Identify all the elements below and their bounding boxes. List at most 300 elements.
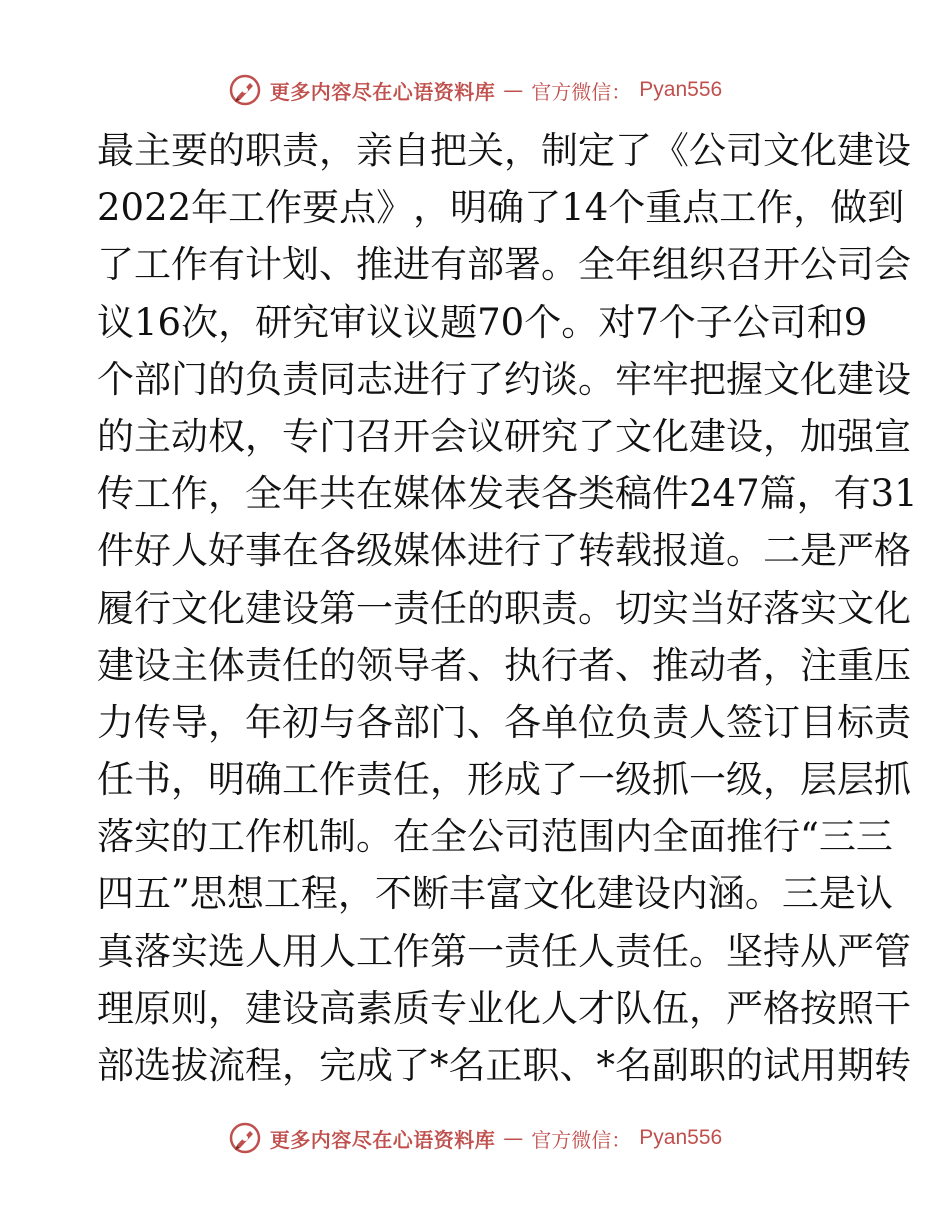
body-glyph: 任 xyxy=(97,758,134,802)
body-glyph: 第 xyxy=(430,929,467,973)
body-glyph: 伍 xyxy=(652,986,689,1030)
body-glyph: 14 xyxy=(561,186,609,230)
body-glyph: 高 xyxy=(319,986,356,1030)
body-glyph: 表 xyxy=(504,472,541,516)
body-glyph: 了 xyxy=(578,414,615,458)
body-glyph: 从 xyxy=(800,929,837,973)
body-glyph: 在 xyxy=(356,472,393,516)
body-glyph: 文 xyxy=(615,414,652,458)
body-glyph: 确 xyxy=(487,186,525,230)
body-glyph: 重 xyxy=(645,186,683,230)
watermark-wechat-id: Pyan556 xyxy=(639,78,723,101)
body-glyph: 行 xyxy=(430,357,467,401)
body-glyph: 履 xyxy=(97,586,134,630)
body-glyph: 16 xyxy=(134,300,182,344)
body-glyph: 最 xyxy=(97,129,134,172)
body-glyph: 建 xyxy=(837,129,874,172)
body-glyph: 。 xyxy=(689,929,726,973)
body-glyph: 了 xyxy=(97,243,134,287)
body-glyph: 作 xyxy=(756,186,794,230)
body-glyph: 当 xyxy=(689,586,726,630)
body-glyph: 负 xyxy=(615,700,652,744)
body-glyph: 三 xyxy=(855,815,893,859)
body-glyph: 工 xyxy=(134,472,171,516)
body-glyph: 进 xyxy=(467,529,504,573)
body-glyph: 有 xyxy=(208,243,245,287)
body-glyph: 内 xyxy=(670,872,708,916)
body-glyph: 个 xyxy=(658,300,696,344)
body-glyph: 全 xyxy=(652,815,689,859)
body-glyph: 推 xyxy=(652,643,689,687)
body-glyph: 内 xyxy=(615,815,652,859)
body-glyph: 成 xyxy=(356,1044,393,1087)
body-glyph: 点 xyxy=(682,186,720,230)
body-line xyxy=(97,236,911,293)
body-glyph: 格 xyxy=(763,986,800,1030)
body-glyph: 召 xyxy=(356,414,393,458)
body-glyph: ， xyxy=(245,414,282,458)
body-glyph: 目 xyxy=(800,700,837,744)
body-glyph: 工 xyxy=(208,815,245,859)
body-glyph: ， xyxy=(218,300,256,344)
watermark-separator: — xyxy=(503,78,524,102)
body-glyph: 完 xyxy=(319,1044,356,1087)
body-glyph: 落 xyxy=(134,929,171,973)
body-glyph: 公 xyxy=(467,815,504,859)
body-glyph: 报 xyxy=(652,529,689,573)
body-line xyxy=(97,465,918,522)
body-glyph: 、 xyxy=(467,700,504,744)
body-glyph: 建 xyxy=(596,872,634,916)
body-glyph: 作 xyxy=(171,472,208,516)
body-glyph: ， xyxy=(319,129,356,172)
body-glyph: 设 xyxy=(633,872,671,916)
body-glyph: 对 xyxy=(598,300,636,344)
body-glyph: ， xyxy=(763,643,800,687)
body-glyph: 试 xyxy=(763,1044,800,1087)
body-glyph: 建 xyxy=(689,414,726,458)
body-glyph: 全 xyxy=(430,815,467,859)
body-glyph: 共 xyxy=(319,472,356,516)
body-glyph: 体 xyxy=(430,472,467,516)
body-line xyxy=(97,1037,911,1094)
body-line xyxy=(97,694,911,751)
body-glyph: 责 xyxy=(541,586,578,630)
body-glyph: 推 xyxy=(726,815,763,859)
body-glyph: 重 xyxy=(837,643,874,687)
body-glyph: 格 xyxy=(874,529,911,573)
body-glyph: 。 xyxy=(578,357,615,401)
body-glyph: 关 xyxy=(467,129,504,172)
body-glyph: 作 xyxy=(265,186,303,230)
body-glyph: 议 xyxy=(467,414,504,458)
body-glyph: 动 xyxy=(689,643,726,687)
body-glyph: 正 xyxy=(485,1044,523,1087)
body-glyph: 专 xyxy=(430,986,467,1030)
body-glyph: 断 xyxy=(411,872,449,916)
body-glyph: 究 xyxy=(292,300,330,344)
body-glyph: 《 xyxy=(652,129,689,172)
body-glyph: 设 xyxy=(874,357,911,401)
body-glyph: 署 xyxy=(504,243,541,287)
body-glyph: 化 xyxy=(559,872,597,916)
body-glyph: 全 xyxy=(245,472,282,516)
body-glyph: 司 xyxy=(726,129,763,172)
body-glyph: 人 xyxy=(541,986,578,1030)
body-glyph: 责 xyxy=(356,758,393,802)
body-glyph: 247 xyxy=(689,472,760,516)
body-glyph: 单 xyxy=(541,700,578,744)
body-glyph: ， xyxy=(763,414,800,458)
body-glyph: 人 xyxy=(245,929,282,973)
body-glyph: 想 xyxy=(226,872,264,916)
body-glyph: 三 xyxy=(818,815,856,859)
body-glyph: 各 xyxy=(541,472,578,516)
body-glyph: 者 xyxy=(578,643,615,687)
header-watermark xyxy=(0,70,950,110)
body-line xyxy=(97,351,911,408)
body-glyph: 涵 xyxy=(707,872,745,916)
body-glyph: 要 xyxy=(302,186,340,230)
body-glyph: 全 xyxy=(578,243,615,287)
body-glyph: 进 xyxy=(393,357,430,401)
body-glyph: 化 xyxy=(208,586,245,630)
body-glyph: 握 xyxy=(726,357,763,401)
body-glyph: * xyxy=(596,1044,615,1087)
body-glyph: 推 xyxy=(356,243,393,287)
body-glyph: 把 xyxy=(430,129,467,172)
body-glyph: 抓 xyxy=(652,758,689,802)
body-glyph: 、 xyxy=(467,643,504,687)
body-glyph: 司 xyxy=(769,300,807,344)
body-glyph: 持 xyxy=(763,929,800,973)
body-glyph: 题 xyxy=(440,300,478,344)
body-line xyxy=(97,637,911,694)
body-glyph: 行 xyxy=(504,529,541,573)
body-glyph: 。 xyxy=(561,300,599,344)
body-glyph: 责 xyxy=(282,129,319,172)
body-glyph: 层 xyxy=(800,758,837,802)
body-glyph: 坚 xyxy=(726,929,763,973)
body-glyph: ， xyxy=(171,758,208,802)
body-glyph: 作 xyxy=(171,243,208,287)
body-glyph: ， xyxy=(793,186,831,230)
body-glyph: 责 xyxy=(282,357,319,401)
body-glyph: 行 xyxy=(541,643,578,687)
body-glyph: 各 xyxy=(504,700,541,744)
body-glyph: 和 xyxy=(806,300,844,344)
body-glyph: 权 xyxy=(208,414,245,458)
body-glyph: 的 xyxy=(208,357,245,401)
body-glyph: 7 xyxy=(635,300,659,344)
body-glyph: 严 xyxy=(726,986,763,1030)
body-glyph: 切 xyxy=(615,586,652,630)
body-glyph: 》 xyxy=(376,186,414,230)
body-glyph: 究 xyxy=(541,414,578,458)
body-glyph: 个 xyxy=(524,300,562,344)
watermark-separator: — xyxy=(503,1126,524,1150)
body-glyph: 的 xyxy=(319,643,356,687)
body-glyph: 任 xyxy=(541,929,578,973)
body-glyph: 明 xyxy=(450,186,488,230)
body-glyph: 议 xyxy=(366,300,404,344)
body-glyph: 体 xyxy=(430,529,467,573)
body-glyph: 是 xyxy=(800,529,837,573)
body-glyph: * xyxy=(430,1044,449,1087)
body-glyph: 用 xyxy=(282,929,319,973)
body-glyph: 责 xyxy=(615,929,652,973)
body-glyph: 研 xyxy=(255,300,293,344)
body-glyph: 层 xyxy=(837,758,874,802)
body-glyph: 确 xyxy=(245,758,282,802)
body-glyph: 实 xyxy=(800,586,837,630)
body-glyph: 、 xyxy=(319,243,356,287)
body-glyph: 好 xyxy=(134,529,171,573)
body-glyph: 行 xyxy=(134,586,171,630)
body-glyph: 工 xyxy=(228,186,266,230)
body-glyph: 了 xyxy=(541,758,578,802)
body-line xyxy=(97,122,911,179)
body-glyph: 31 xyxy=(870,472,918,516)
body-glyph: 名 xyxy=(615,1044,652,1087)
body-glyph: 实 xyxy=(171,929,208,973)
body-glyph: 丰 xyxy=(448,872,486,916)
body-glyph: 、 xyxy=(615,643,652,687)
body-glyph: ， xyxy=(763,758,800,802)
body-glyph: 面 xyxy=(689,815,726,859)
body-glyph: 文 xyxy=(763,129,800,172)
body-glyph: 建 xyxy=(97,643,134,687)
body-glyph: 部 xyxy=(467,243,504,287)
body-glyph: 初 xyxy=(282,700,319,744)
body-glyph: 力 xyxy=(97,700,134,744)
body-glyph: 约 xyxy=(504,357,541,401)
body-glyph: 转 xyxy=(874,1044,911,1087)
watermark-main-text: 更多内容尽在心语资料库 xyxy=(269,79,496,104)
body-glyph: 文 xyxy=(171,586,208,630)
body-glyph: 有 xyxy=(833,472,871,516)
body-glyph: 研 xyxy=(504,414,541,458)
body-glyph: 级 xyxy=(726,758,763,802)
body-glyph: 级 xyxy=(615,758,652,802)
body-glyph: 开 xyxy=(393,414,430,458)
body-glyph: 要 xyxy=(171,129,208,172)
body-line xyxy=(97,408,911,465)
body-glyph: 建 xyxy=(245,586,282,630)
body-glyph: 者 xyxy=(726,643,763,687)
body-glyph: 职 xyxy=(504,586,541,630)
body-glyph: 了 xyxy=(615,129,652,172)
body-glyph: 开 xyxy=(763,243,800,287)
body-glyph: 注 xyxy=(800,643,837,687)
body-glyph: 人 xyxy=(578,929,615,973)
body-glyph: 文 xyxy=(522,872,560,916)
watermark-wechat-label: 官方微信： xyxy=(531,1127,632,1152)
body-glyph: 稿 xyxy=(615,472,652,516)
body-glyph: 机 xyxy=(282,815,319,859)
body-glyph: 职 xyxy=(689,1044,726,1087)
watermark-main-text: 更多内容尽在心语资料库 xyxy=(269,1127,496,1152)
body-glyph: 压 xyxy=(874,643,911,687)
body-glyph: 次 xyxy=(181,300,219,344)
body-glyph: 。 xyxy=(578,586,615,630)
body-glyph: 有 xyxy=(430,243,467,287)
body-glyph: ， xyxy=(413,186,451,230)
body-glyph: 作 xyxy=(393,929,430,973)
body-glyph: 自 xyxy=(393,129,430,172)
body-line xyxy=(97,179,905,236)
body-glyph: 主 xyxy=(134,414,171,458)
body-glyph: 人 xyxy=(171,529,208,573)
body-glyph: 做 xyxy=(830,186,868,230)
body-glyph: 的 xyxy=(208,129,245,172)
body-glyph: 作 xyxy=(319,758,356,802)
body-glyph: 责 xyxy=(874,700,911,744)
body-glyph: 标 xyxy=(837,700,874,744)
body-glyph: 按 xyxy=(800,986,837,1030)
body-glyph: 流 xyxy=(208,1044,245,1087)
body-glyph: 年 xyxy=(191,186,229,230)
body-glyph: 传 xyxy=(134,700,171,744)
body-glyph: 任 xyxy=(652,929,689,973)
body-glyph: 2022 xyxy=(97,186,192,230)
body-glyph: 名 xyxy=(448,1044,486,1087)
body-glyph: 成 xyxy=(504,758,541,802)
body-glyph: 亲 xyxy=(356,129,393,172)
body-glyph: 围 xyxy=(578,815,615,859)
body-glyph: 了 xyxy=(541,529,578,573)
body-glyph: 。 xyxy=(744,872,782,916)
body-glyph: ， xyxy=(208,700,245,744)
body-glyph: 、 xyxy=(559,1044,597,1087)
body-glyph: 计 xyxy=(245,243,282,287)
body-line xyxy=(97,865,893,922)
body-glyph: 召 xyxy=(726,243,763,287)
body-glyph: 书 xyxy=(134,758,171,802)
body-glyph: 主 xyxy=(134,129,171,172)
body-glyph: 作 xyxy=(245,815,282,859)
body-glyph: 第 xyxy=(319,586,356,630)
body-glyph: 媒 xyxy=(393,472,430,516)
body-glyph: ， xyxy=(282,1044,319,1087)
body-glyph: 四 xyxy=(97,872,134,916)
body-glyph: 认 xyxy=(855,872,893,916)
body-line xyxy=(97,808,893,865)
body-glyph: 工 xyxy=(263,872,301,916)
body-glyph: 设 xyxy=(134,643,171,687)
body-glyph: 工 xyxy=(719,186,757,230)
body-glyph: 件 xyxy=(97,529,134,573)
body-glyph: 制 xyxy=(541,129,578,172)
body-glyph: 化 xyxy=(800,357,837,401)
pen-logo-icon xyxy=(228,1121,262,1155)
watermark-wechat-label: 官方微信： xyxy=(531,79,632,104)
body-glyph: 责 xyxy=(652,700,689,744)
body-glyph: 年 xyxy=(282,472,319,516)
body-glyph: 才 xyxy=(578,986,615,1030)
body-glyph: 级 xyxy=(356,529,393,573)
body-glyph: ， xyxy=(208,472,245,516)
body-glyph: 思 xyxy=(189,872,227,916)
body-glyph: 议 xyxy=(403,300,441,344)
body-glyph: 了 xyxy=(524,186,562,230)
body-glyph: 照 xyxy=(837,986,874,1030)
body-glyph: 质 xyxy=(393,986,430,1030)
body-glyph: 发 xyxy=(467,472,504,516)
body-glyph: 位 xyxy=(578,700,615,744)
body-glyph: 范 xyxy=(541,815,578,859)
body-glyph: 化 xyxy=(504,986,541,1030)
body-glyph: 织 xyxy=(689,243,726,287)
body-glyph: 期 xyxy=(837,1044,874,1087)
body-line xyxy=(97,923,911,980)
body-glyph: 一 xyxy=(467,929,504,973)
body-line xyxy=(97,580,911,637)
body-glyph: 件 xyxy=(652,472,689,516)
body-glyph: 管 xyxy=(874,929,911,973)
body-glyph: 化 xyxy=(800,129,837,172)
pen-logo-icon xyxy=(228,73,262,107)
body-glyph: 一 xyxy=(578,758,615,802)
body-glyph: 订 xyxy=(763,700,800,744)
body-glyph: 了 xyxy=(393,1044,430,1087)
body-glyph: 拔 xyxy=(171,1044,208,1087)
footer-watermark xyxy=(0,1118,950,1158)
body-glyph: ， xyxy=(208,986,245,1030)
body-glyph: 真 xyxy=(97,929,134,973)
body-glyph: 富 xyxy=(485,872,523,916)
body-glyph: 设 xyxy=(726,414,763,458)
body-glyph: 牢 xyxy=(615,357,652,401)
body-glyph: 任 xyxy=(282,643,319,687)
body-line xyxy=(97,980,911,1037)
body-glyph: ， xyxy=(430,758,467,802)
body-glyph: 类 xyxy=(578,472,615,516)
body-glyph: 任 xyxy=(430,586,467,630)
body-glyph: 部 xyxy=(393,700,430,744)
body-glyph: 年 xyxy=(615,243,652,287)
body-glyph: 篇 xyxy=(759,472,797,516)
body-glyph: 与 xyxy=(319,700,356,744)
body-glyph: 司 xyxy=(837,243,874,287)
body-glyph: 责 xyxy=(504,929,541,973)
body-glyph: 媒 xyxy=(393,529,430,573)
body-line xyxy=(97,522,911,579)
body-glyph: 一 xyxy=(689,758,726,802)
body-glyph: 设 xyxy=(282,986,319,1030)
body-glyph: 责 xyxy=(393,586,430,630)
body-glyph: 程 xyxy=(300,872,338,916)
body-glyph: 公 xyxy=(800,243,837,287)
body-glyph: 队 xyxy=(615,986,652,1030)
body-glyph: 人 xyxy=(689,700,726,744)
body-glyph: 的 xyxy=(97,414,134,458)
body-glyph: ， xyxy=(689,986,726,1030)
body-glyph: 者 xyxy=(430,643,467,687)
body-glyph: 文 xyxy=(837,586,874,630)
body-glyph: 素 xyxy=(356,986,393,1030)
body-glyph: 职 xyxy=(245,129,282,172)
body-glyph: 形 xyxy=(467,758,504,802)
body-glyph: 部 xyxy=(134,357,171,401)
body-glyph: 工 xyxy=(282,758,319,802)
body-glyph: ， xyxy=(796,472,834,516)
body-glyph: 谈 xyxy=(541,357,578,401)
body-glyph: 程 xyxy=(245,1044,282,1087)
body-glyph: 司 xyxy=(504,815,541,859)
body-glyph: 领 xyxy=(356,643,393,687)
body-glyph: 个 xyxy=(608,186,646,230)
